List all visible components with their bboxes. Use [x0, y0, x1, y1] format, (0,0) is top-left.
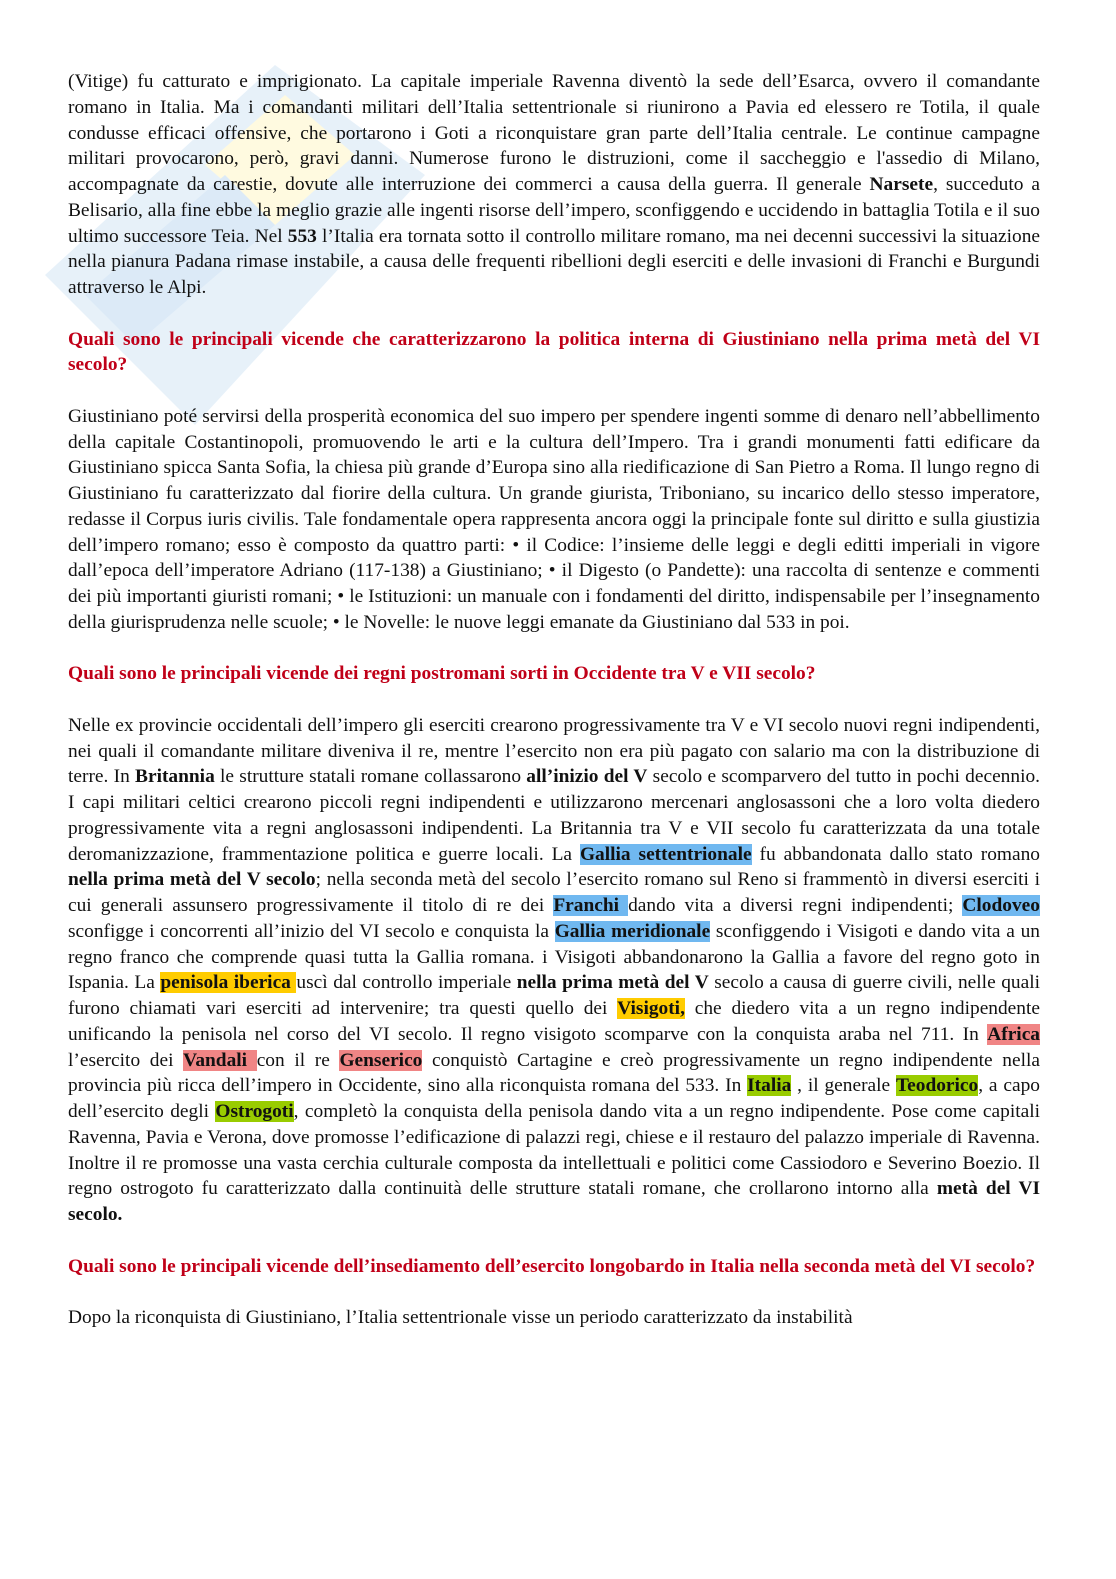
bold-text: Britannia	[135, 766, 215, 788]
text-run: fu abbandonata dallo stato romano	[751, 843, 1040, 865]
highlighted-term: Ostrogoti	[215, 1101, 294, 1122]
text-run: che diedero vita a un regno indipendente unificando la penisola nel corso del VI secolo. Il regno visigoto scomparve con la conquista araba nel 711. In	[68, 998, 1040, 1045]
text-run: con il re	[256, 1049, 340, 1071]
bold-text: nella prima metà del V secolo	[68, 869, 316, 891]
bold-text: metà del VI secolo.	[68, 1178, 1040, 1225]
text-run: , il generale	[791, 1075, 896, 1097]
highlighted-term: Vandali	[183, 1049, 257, 1071]
highlighted-term: Africa	[987, 1023, 1040, 1045]
text-run: le strutture statali romane collassarono	[214, 766, 527, 788]
bold-text: 553	[287, 225, 317, 247]
text-run: , succeduto a Belisario, alla fine ebbe la meglio grazie alle ingenti risorse dell’impero, sconfiggendo e uccidendo in battaglia Totila e il suo ultimo successore Teia. Nel	[68, 174, 1040, 247]
text-run: , completò la conquista della penisola dando vita a un regno indipendente. Pose come capitali Ravenna, Pavia e Verona, dove promosse l’edificazione di palazzi regi, chiese e il restauro del palazzo imperiale di Ravenna. Inoltre il re promosse una vasta cerchia culturale composta da intellettuali e politici come Cassiodoro e Severino Boezio. Il regno ostrogoto fu caratterizzato dalla continuità delle strutture statali romane, che crollarono intorno alla	[68, 1101, 1040, 1200]
highlighted-term: Gallia settentrionale	[579, 843, 752, 865]
text-run: l’Italia era tornata sotto il controllo militare romano, ma nei decenni successivi la situazione nella pianura Padana rimase instabile, a causa delle frequenti ribellioni degli eserciti e delle invasioni di Franchi e Burgundi attraverso le Alpi.	[68, 225, 1041, 298]
text-run: ; nella seconda metà del secolo l’esercito romano sul Reno si frammentò in diversi eserciti i cui generali assunsero progressivamente il titolo di re dei	[68, 869, 1040, 916]
highlighted-term: Clodoveo	[962, 895, 1040, 916]
bold-text: nella prima metà del V	[516, 972, 709, 994]
bold-text: Narsete	[869, 174, 934, 195]
text-run: Quali sono le principali vicende che caratterizzarono la politica interna di Giustiniano nella prima metà del VI secolo?	[68, 328, 1040, 376]
text-run: secolo e scomparvero del tutto in pochi decennio. I capi militari celtici crearono piccoli regni indipendenti e utilizzarono mercenari anglosassoni che a loro volta diedero progressivamente vita a regni anglosassoni indipendenti. La Britannia tra V e VII secolo fu caratterizzata da una totale deromanizzazione, frammentazione politica e guerre locali. La	[68, 766, 1040, 865]
text-run: Quali sono le principali vicende dell’insediamento dell’esercito longobardo in Italia nella seconda metà del VI secolo?	[68, 1255, 1036, 1277]
highlighted-term: Gallia meridionale	[554, 920, 711, 942]
text-run: Dopo la riconquista di Giustiniano, l’Italia settentrionale visse un periodo caratterizzato da instabilità	[68, 1307, 853, 1328]
document-page	[68, 69, 1040, 1357]
highlighted-term: Visigoti,	[617, 998, 685, 1019]
highlighted-term: Franchi	[553, 895, 629, 916]
text-run: l’esercito dei	[68, 1049, 184, 1071]
bold-text: all’inizio del V	[526, 766, 648, 788]
text-run: sconfiggendo i Visigoti e dando vita a un regno franco che comprende quasi tutta la Gallia romana. i Visigoti abbandonarono la Gallia a favore del regno goto in Ispania. La	[68, 920, 1040, 994]
body-paragraph	[68, 69, 1040, 301]
text-run: Nelle ex provincie occidentali dell’impero gli eserciti crearono progressivamente tra V e VI secolo nuovi regni indipendenti, nei quali il comandante militare diveniva il re, mentre l’esercito non era più pagato con salario ma con la distribuzione di terre. In	[68, 714, 1040, 788]
text-run: secolo a causa di guerre civili, nelle quali furono chiamati vari eserciti ad intervenire; tra questi quello dei	[68, 972, 1040, 1019]
text-run: dando vita a diversi regni indipendenti;	[628, 895, 963, 916]
highlighted-term: Italia	[747, 1075, 792, 1097]
text-run: conquistò Cartagine e creò progressivamente un regno indipendente nella provincia più ricca dell’impero in Occidente, sino alla riconquista romana del 533. In	[68, 1049, 1040, 1097]
section-question-heading	[68, 661, 1040, 687]
text-run: Quali sono le principali vicende dei regni postromani sorti in Occidente tra V e VII secolo?	[68, 663, 816, 685]
body-paragraph	[68, 1305, 1040, 1331]
section-question-heading	[68, 327, 1040, 379]
highlighted-term: penisola iberica	[160, 972, 297, 994]
text-run: uscì dal controllo imperiale	[296, 972, 517, 994]
highlighted-term: Teodorico	[896, 1075, 979, 1097]
text-run: , a capo dell’esercito degli	[68, 1075, 1040, 1122]
section-question-heading	[68, 1254, 1040, 1280]
highlighted-term: Genserico	[339, 1049, 423, 1071]
text-run: sconfigge i concorrenti all’inizio del VI secolo e conquista la	[68, 920, 555, 942]
text-run: (Vitige) fu catturato e imprigionato. La capitale imperiale Ravenna diventò la sede dell’Esarca, ovvero il comandante romano in Italia. Ma i comandanti militari dell’Italia settentrionale si riunirono a Pavia ed elessero re Totila, il quale condusse efficaci offensive, che portarono i Goti a riconquistare gran parte dell’Italia centrale. Le continue campagne militari provocarono, però, gravi danni. Numerose furono le distruzioni, come il saccheggio e l'assedio di Milano, accompagnate da carestie, dovute alle interruzione dei commerci a causa della guerra. Il generale	[68, 71, 1040, 195]
text-run: Giustiniano poté servirsi della prosperità economica del suo impero per spendere ingenti somme di denaro nell’abbellimento della capitale Costantinopoli, promuovendo le arti e la cultura dell’Impero. Tra i grandi monumenti fatti edificare da Giustiniano spicca Santa Sofia, la chiesa più grande d’Europa sino alla riedificazione di San Pietro a Roma. Il lungo regno di Giustiniano fu caratterizzato dal fiorire della cultura. Un grande giurista, Triboniano, su incarico dello stesso imperatore, redasse il Corpus iuris civilis. Tale fondamentale opera rappresenta ancora oggi la principale fonte sul diritto e sulla giustizia dell’impero romano; esso è composto da quattro parti: • il Codice: l’insieme delle leggi e degli editti imperiali in vigore dall’epoca dell’imperatore Adriano (117-138) a Giustiniano; • il Digesto (o Pandette): una raccolta di sentenze e commenti dei più importanti giuristi romani; • le Istituzioni: un manuale con i fondamenti del diritto, indispensabile per l’insegnamento della giurisprudenza nelle scuole; • le Novelle: le nuove leggi emanate da Giustiniano dal 533 in poi.	[68, 405, 1040, 633]
body-paragraph	[68, 404, 1040, 636]
body-paragraph	[68, 713, 1040, 1228]
